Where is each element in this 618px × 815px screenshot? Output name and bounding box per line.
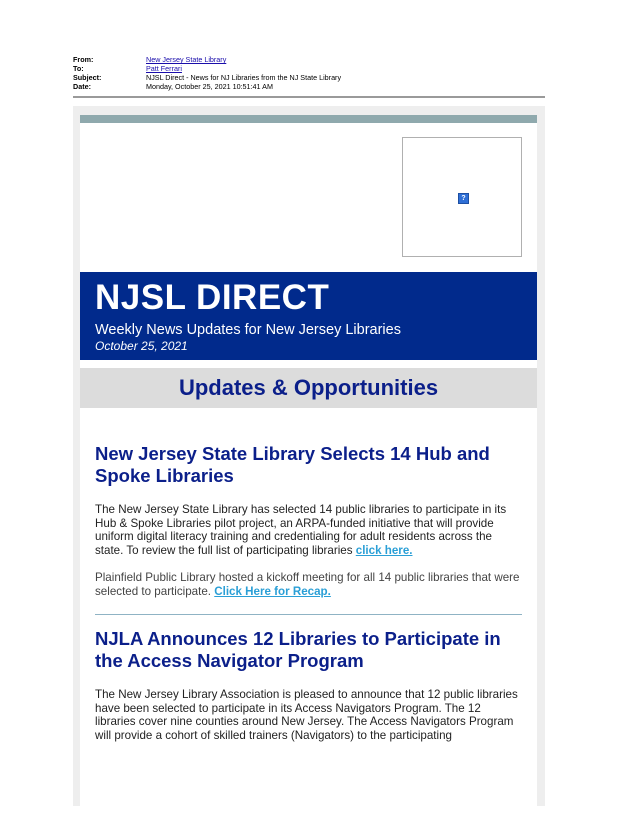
from-value[interactable]: New Jersey State Library (146, 55, 227, 64)
section-heading: Updates & Opportunities (178, 375, 439, 400)
from-label: From: (73, 55, 94, 64)
date-label: Date: (73, 82, 91, 91)
logo-placeholder (402, 137, 522, 257)
subject-label: Subject: (73, 73, 102, 82)
paragraph-text: The New Jersey State Library has selected 14 public libraries to participate in its Hub & Spoke Libraries pilot project, an ARPA-funded initiative that will provide uniform digital literacy training and credentialing for adult residents across the state. To review the full list of participating libraries (95, 503, 507, 557)
section-header (80, 368, 537, 408)
date-value: Monday, October 25, 2021 10:51:41 AM (146, 82, 273, 91)
email-header (73, 55, 543, 91)
article-title: NJLA Announces 12 Libraries to Participate in the Access Navigator Program (95, 628, 501, 671)
newsletter-banner (80, 272, 537, 360)
header-divider (73, 96, 545, 98)
date-row (73, 82, 543, 91)
article-paragraph (95, 503, 523, 557)
recap-link[interactable]: Click Here for Recap. (214, 584, 331, 598)
article-access-navigator (95, 628, 523, 742)
article-title: New Jersey State Library Selects 14 Hub and Spoke Libraries (95, 443, 490, 486)
top-accent-bar (80, 115, 537, 123)
broken-image-icon: ? (458, 193, 469, 204)
article-paragraph: The New Jersey Library Association is pleased to announce that 12 public libraries have been selected to participate in its Access Navigators Program. The 12 libraries cover nine counties around New Jersey. The Access Navigators Program will provide a cohort of skilled trainers (Navigators) to the participating (95, 688, 518, 742)
participating-libraries-link[interactable]: click here. (355, 543, 413, 557)
subject-row (73, 73, 543, 82)
subject-value: NJSL Direct - News for NJ Libraries from the NJ State Library (146, 73, 342, 82)
banner-date: October 25, 2021 (95, 339, 188, 353)
to-row (73, 64, 543, 73)
banner-subtitle: Weekly News Updates for New Jersey Libraries (95, 322, 401, 338)
to-label: To: (73, 64, 84, 73)
banner-title: NJSL DIRECT (95, 278, 330, 317)
to-value[interactable]: Patt Ferrari (146, 64, 182, 73)
from-row (73, 55, 543, 64)
article-paragraph (95, 571, 523, 598)
article-divider (95, 614, 522, 615)
paragraph-text: Plainfield Public Library hosted a kickoff meeting for all 14 public libraries that were selected to participate. (95, 571, 520, 598)
article-hub-spoke (95, 443, 523, 599)
